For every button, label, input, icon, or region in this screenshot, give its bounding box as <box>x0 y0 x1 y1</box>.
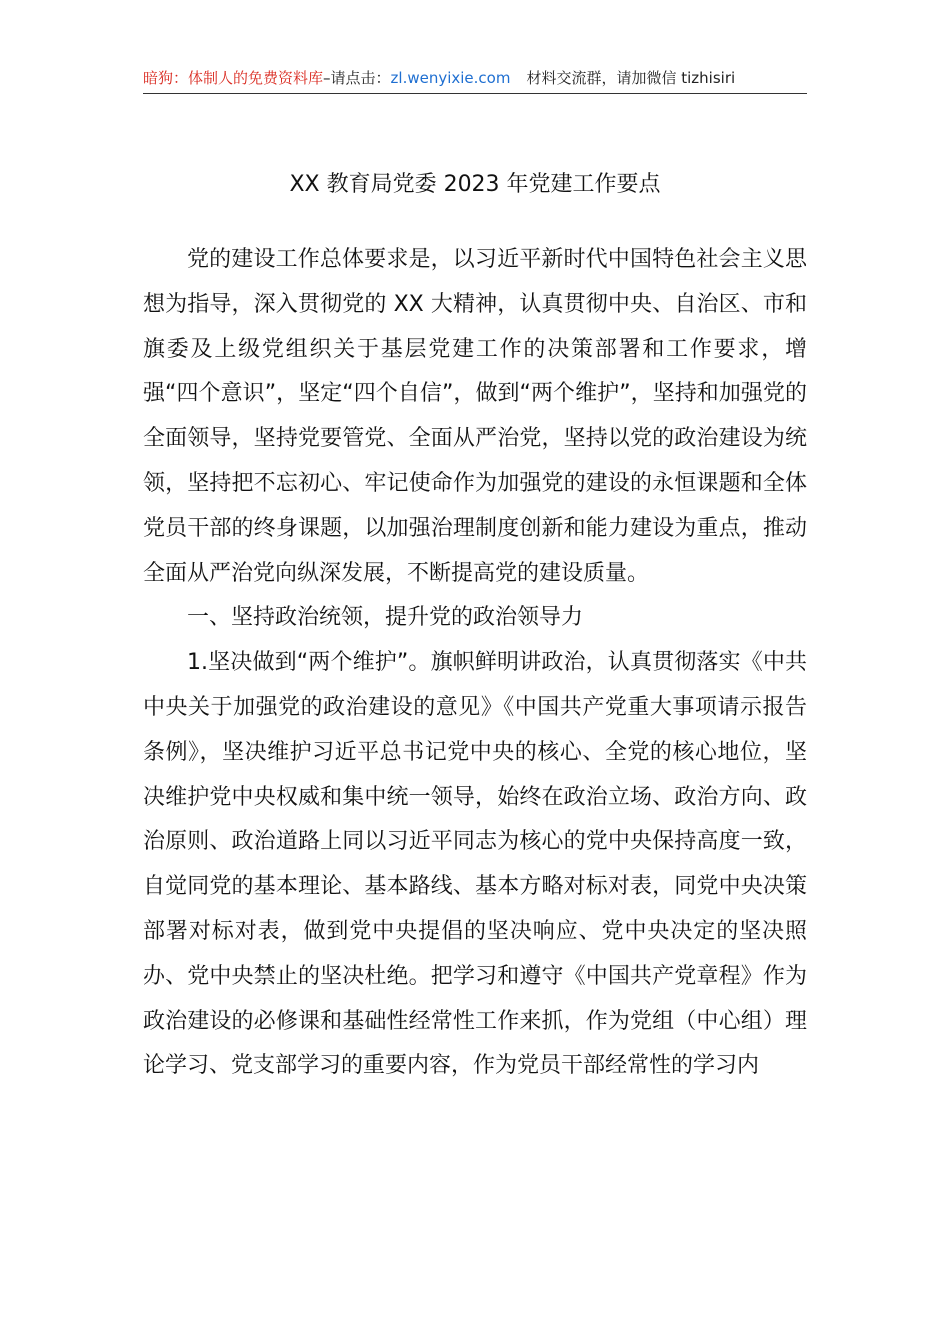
page-header <box>143 68 807 88</box>
header-prompt: –请点击： <box>323 69 391 87</box>
document-title: XX 教育局党委 2023 年党建工作要点 <box>289 172 661 197</box>
paragraph-intro: 党的建设工作总体要求是，以习近平新时代中国特色社会主义思想为指导，深入贯彻党的 XX 大精神，认真贯彻中央、自治区、市和旗委及上级党组织关于基层党建工作的决策部署和工作要求，增强“四个意识”，坚定“四个自信”，做到“两个维护”，坚持和加强党的全面领导，坚持党要管党、全面从严治党，坚持以党的政治建设为统领，坚持把不忘初心、牢记使命作为加强党的建设的永恒课题和全体党员干部的终身课题，以加强治理制度创新和能力建设为重点，推动全面从严治党向纵深发展，不断提高党的建设质量。 <box>143 247 807 586</box>
paragraph-item-1: 1.坚决做到“两个维护”。旗帜鲜明讲政治，认真贯彻落实《中共中央关于加强党的政治建设的意见》《中国共产党重大事项请示报告条例》，坚决维护习近平总书记党中央的核心、全党的核心地位，坚决维护党中央权威和集中统一领导，始终在政治立场、政治方向、政治原则、政治道路上同以习近平同志为核心的党中央保持高度一致，自觉同党的基本理论、基本路线、基本方略对标对表，同党中央决策部署对标对表，做到党中央提倡的坚决响应、党中央决定的坚决照办、党中央禁止的坚决杜绝。把学习和遵守《中国共产党章程》作为政治建设的必修课和基础性经常性工作来抓，作为党组（中心组）理论学习、党支部学习的重要内容，作为党员干部经常性的学习内 <box>143 650 807 1079</box>
document-body <box>143 238 807 1089</box>
header-divider <box>143 93 807 94</box>
header-url-link[interactable]: zl.wenyixie.com <box>390 69 511 87</box>
header-contact: 材料交流群，请加微信 tizhisiri <box>526 69 736 87</box>
header-brand-link[interactable]: 暗狗：体制人的免费资料库 <box>143 69 324 87</box>
section-heading-1: 一、坚持政治统领，提升党的政治领导力 <box>187 605 584 631</box>
